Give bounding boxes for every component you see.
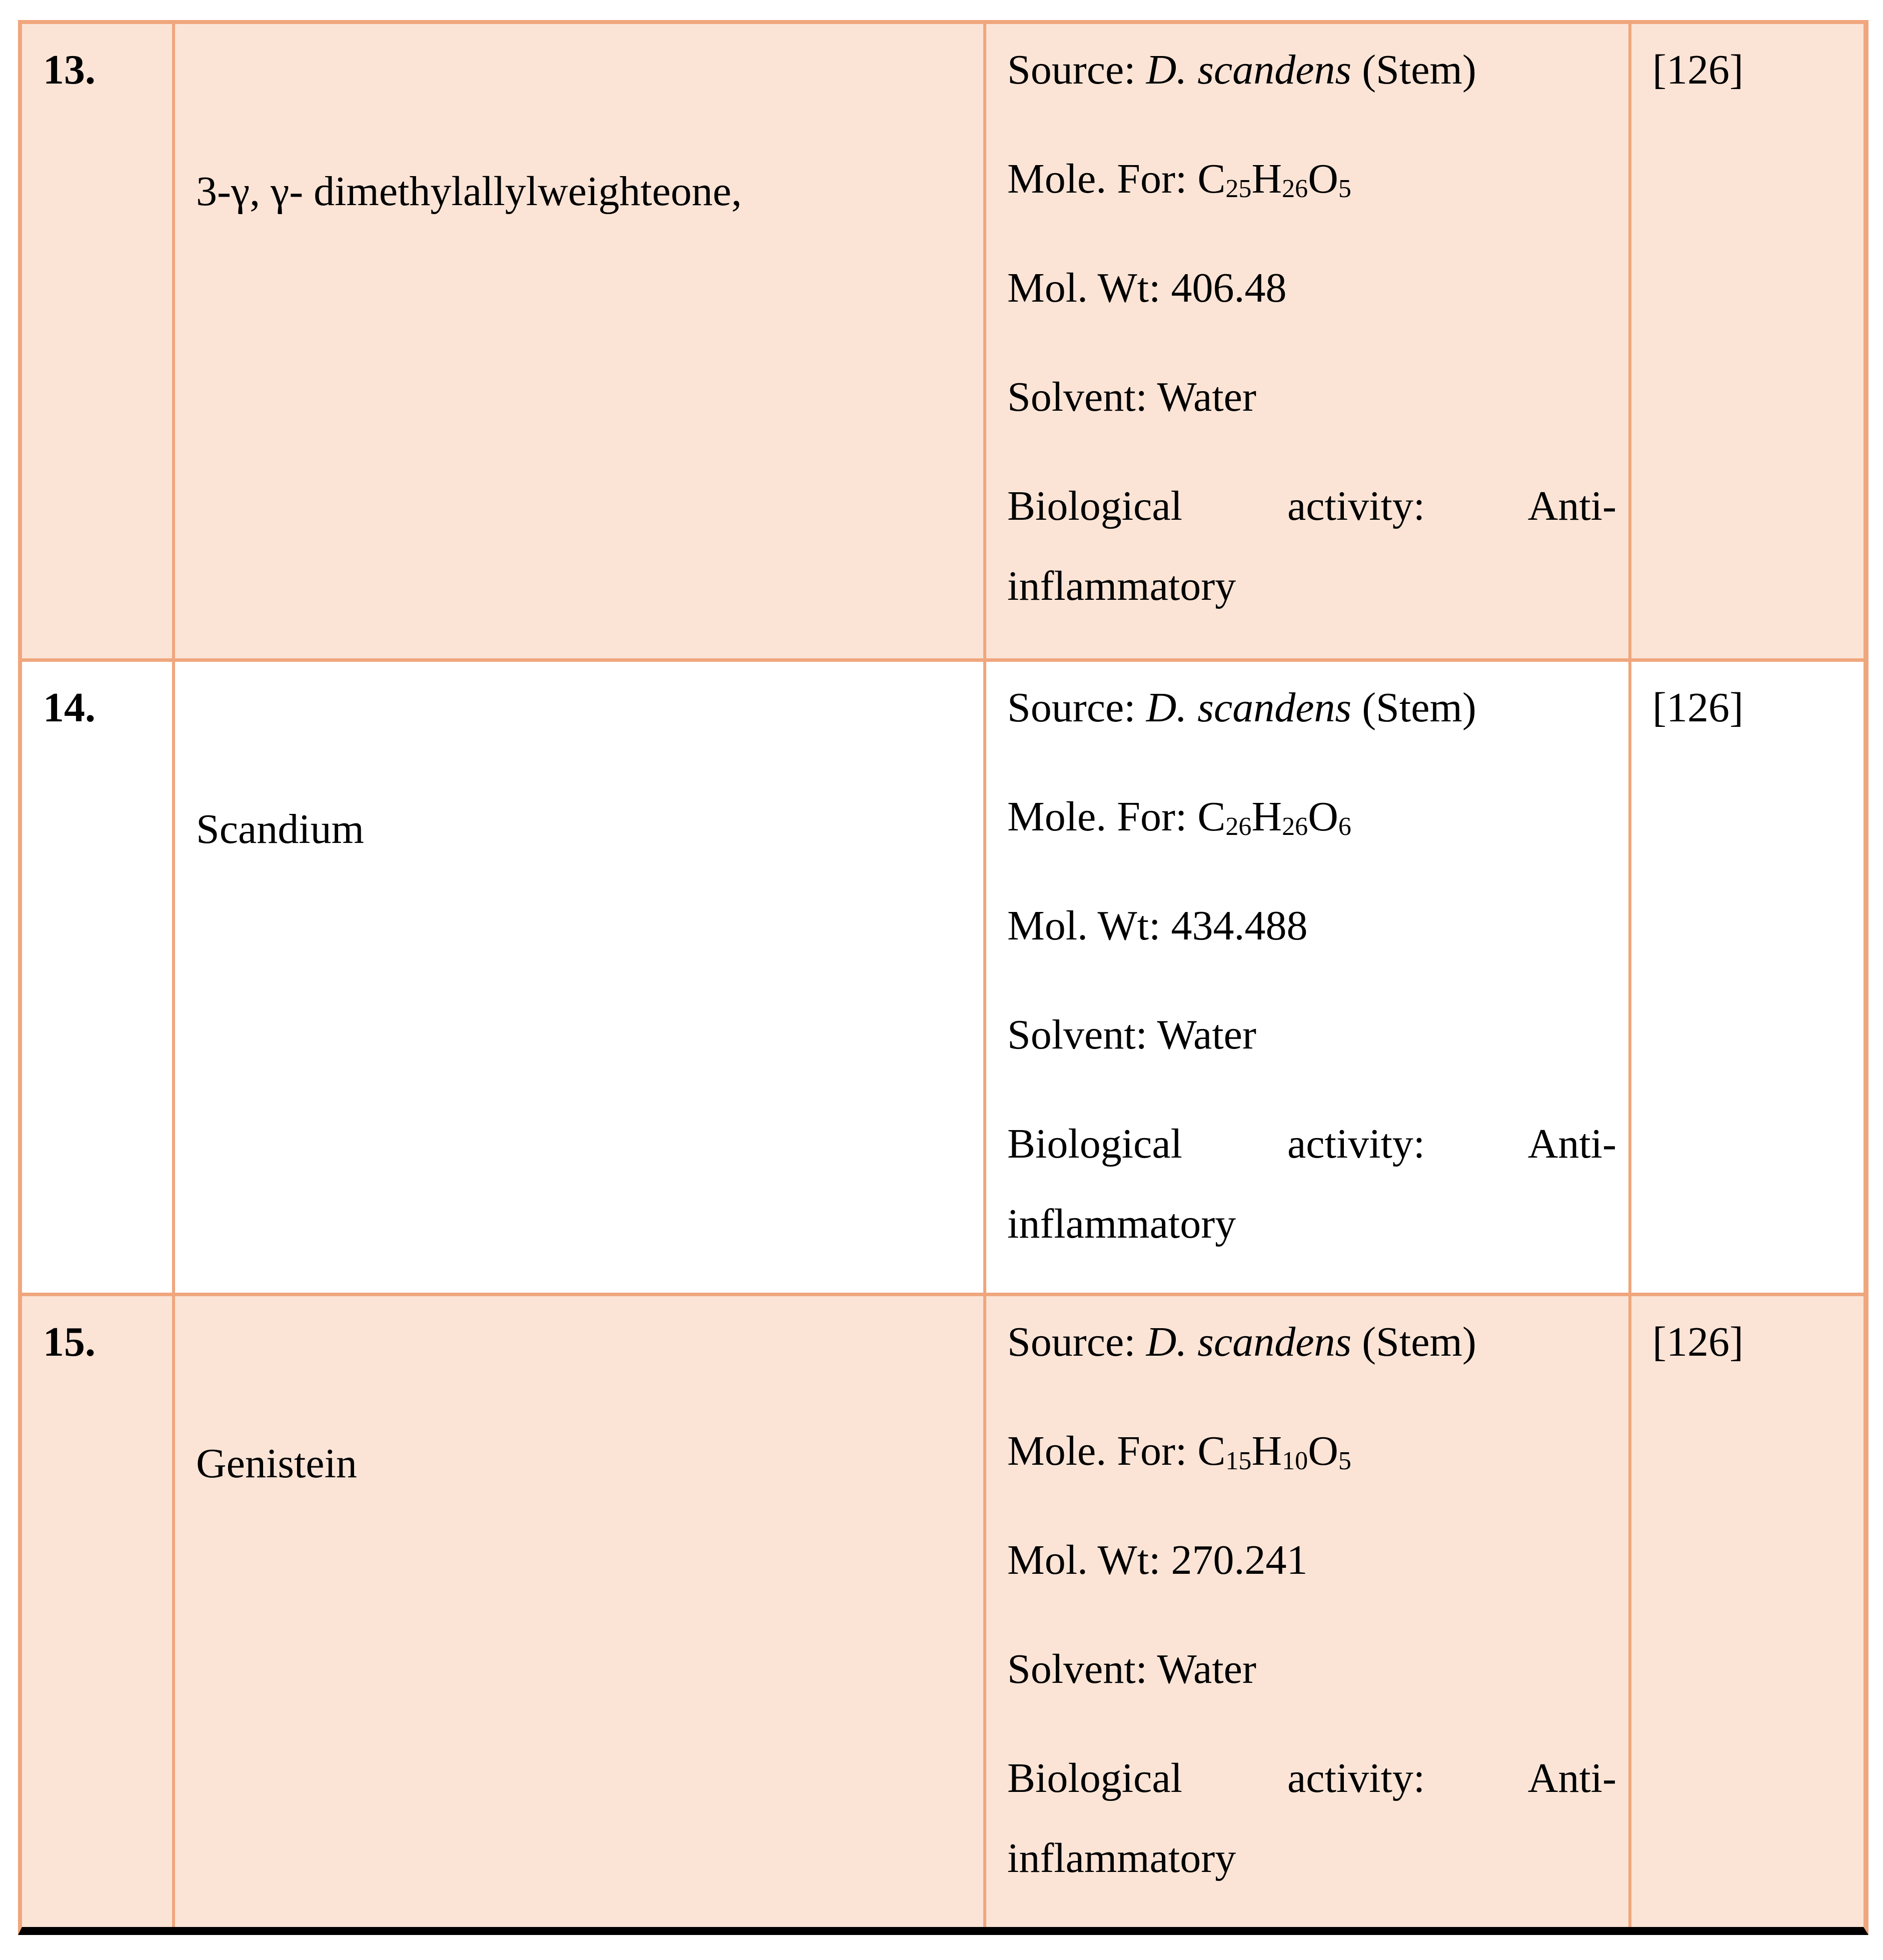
reference-label: [126] (1652, 47, 1743, 93)
mol-wt-line: Mol. Wt: 270.241 (1007, 1537, 1308, 1583)
compound-name: 3-γ, γ- dimethylallylweighteone, (196, 168, 742, 215)
table-row (22, 658, 1863, 1293)
reference-label: [126] (1652, 1319, 1743, 1365)
table-row (22, 24, 1863, 658)
compound-table (18, 20, 1868, 1935)
formula-line (1007, 1411, 1616, 1491)
row-number: 14. (43, 684, 96, 731)
source-suffix: (Stem) (1351, 47, 1476, 93)
source-suffix: (Stem) (1351, 684, 1476, 731)
formula-label: Mole. For: (1007, 1428, 1198, 1474)
row-number: 13. (43, 47, 96, 93)
mol-wt-line: Mol. Wt: 406.48 (1007, 265, 1287, 311)
source-line (1007, 668, 1616, 748)
compound-name-cell (172, 662, 983, 1293)
formula-label: Mole. For: (1007, 156, 1198, 202)
source-label: Source: (1007, 684, 1146, 731)
bio-activity-line: Biological activity: Anti-inflammatory (1007, 1755, 1616, 1881)
source-line (1007, 1302, 1616, 1382)
row-number: 15. (43, 1319, 96, 1365)
details-cell (983, 662, 1628, 1293)
row-number-cell (22, 24, 172, 658)
compound-name-cell (172, 24, 983, 658)
species-name: D. scandens (1146, 684, 1352, 731)
molecular-formula: $C_{26}H_{26}O_6$ (1197, 793, 1351, 841)
molecular-formula: $C_{15}H_{10}O_5$ (1197, 1428, 1351, 1476)
table-row (22, 1293, 1863, 1927)
bio-activity-line: Biological activity: Anti-inflammatory (1007, 1121, 1616, 1247)
details-cell (983, 24, 1628, 658)
source-line (1007, 30, 1616, 110)
compound-name: Genistein (196, 1440, 357, 1487)
mol-wt-line: Mol. Wt: 434.488 (1007, 902, 1308, 949)
solvent-line: Solvent: Water (1007, 1012, 1256, 1058)
reference-cell (1628, 24, 1863, 658)
formula-line (1007, 777, 1616, 857)
solvent-line: Solvent: Water (1007, 374, 1256, 420)
solvent-line: Solvent: Water (1007, 1646, 1256, 1692)
species-name: D. scandens (1146, 47, 1352, 93)
bio-activity-line: Biological activity: Anti-inflammatory (1007, 483, 1616, 609)
source-suffix: (Stem) (1351, 1319, 1476, 1365)
reference-cell (1628, 1296, 1863, 1927)
reference-cell (1628, 662, 1863, 1293)
species-name: D. scandens (1146, 1319, 1352, 1365)
source-label: Source: (1007, 47, 1146, 93)
formula-label: Mole. For: (1007, 793, 1198, 840)
compound-name: Scandium (196, 806, 364, 852)
formula-line (1007, 139, 1616, 219)
compound-name-cell (172, 1296, 983, 1927)
row-number-cell (22, 1296, 172, 1927)
details-cell (983, 1296, 1628, 1927)
row-number-cell (22, 662, 172, 1293)
source-label: Source: (1007, 1319, 1146, 1365)
molecular-formula: $C_{25}H_{26}O_5$ (1197, 156, 1351, 204)
reference-label: [126] (1652, 684, 1743, 731)
